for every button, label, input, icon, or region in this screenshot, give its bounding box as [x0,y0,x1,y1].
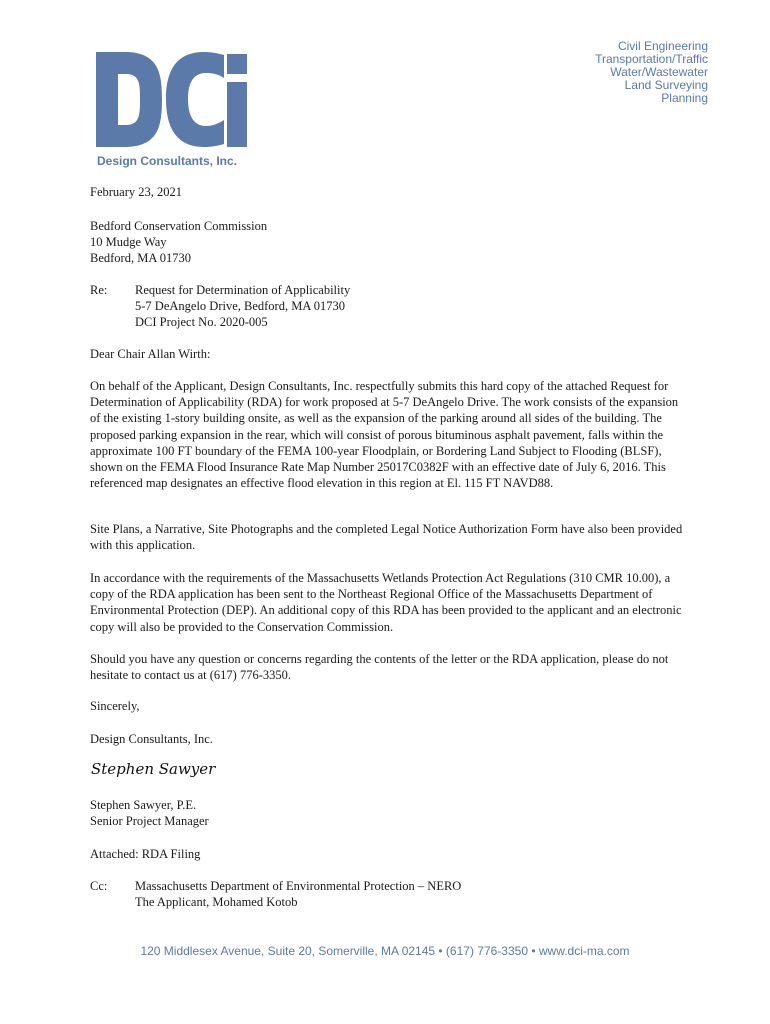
cc-block [90,878,690,912]
dci-logo [96,52,248,147]
closing-company: Design Consultants, Inc. [90,732,213,746]
paragraph: In accordance with the requirements of the Massachusetts Wetlands Protection Act Regulations (310 CMR 10.00), a copy of the RDA application has been sent to the Northeast Regional Office of the Massachusetts Department of Environmental Protection (DEP). An additional copy of this RDA has been provided to the applicant and an electronic copy will also be provided to the Conservation Commission. [90,571,682,634]
signer-name: Stephen Sawyer, P.E. [90,798,197,812]
paragraph: Site Plans, a Narrative, Site Photographs and the completed Legal Notice Authorization Form have also been provided with this application. [90,522,683,553]
recipient-address [90,218,690,267]
service-item: Planning [661,91,708,105]
recipient-line: 10 Mudge Way [90,235,167,250]
signer-title: Senior Project Manager [90,814,209,829]
cc-lines [135,878,461,910]
recipient-line: Bedford Conservation Commission [90,219,268,233]
paragraph: On behalf of the Applicant, Design Consultants, Inc. respectfully submits this hard copy of the attached Request for Determination of Applicability (RDA) for work proposed at 5-7 DeAngelo Drive. The work consists of the expansion of the existing 1-story building onsite, as well as the expansion of the parking around all sides of the building. The proposed parking expansion in the rear, which will consist of porous bituminous asphalt pavement, falls within the approximate 100 FT boundary of the FEMA 100-year Floodplain, or Bordering Land Subject to Flooding (BLSF), shown on the FEMA Flood Insurance Rate Map Number 25017C0382F with an effective date of July 6, 2016. This referenced map designates an effective flood elevation in this region at El. 115 FT NAVD88. [90,379,679,491]
salutation: Dear Chair Allan Wirth: [90,347,211,361]
cc-label: Cc: [90,879,108,893]
cc-line: Massachusetts Department of Environmental Protection – NERO [135,879,462,893]
handwritten-signature: Stephen Sawyer [91,760,216,778]
subject-line: Request for Determination of Applicability [135,283,351,297]
subject-line: 5-7 DeAngelo Drive, Bedford, MA 01730 [135,299,346,314]
subject-block [90,282,690,332]
cc-line: The Applicant, Mohamed Kotob [135,895,298,910]
recipient-line: Bedford, MA 01730 [90,251,192,266]
subject-line: DCI Project No. 2020-005 [135,315,268,330]
company-name: Design Consultants, Inc. [97,154,238,168]
services-list [595,40,708,105]
service-item: Land Surveying [624,78,708,92]
re-label: Re: [90,283,108,297]
attachments-line: Attached: RDA Filing [90,847,201,861]
closing: Sincerely, [90,699,140,713]
service-item: Transportation/Traffic [595,52,708,66]
service-item: Civil Engineering [617,39,708,53]
footer-address: 120 Middlesex Avenue, Suite 20, Somerville, MA 02145 • (617) 776-3350 • www.dci-ma.com [140,944,630,958]
service-item: Water/Wastewater [610,65,708,79]
subject-lines [135,282,350,331]
paragraph: Should you have any question or concerns regarding the contents of the letter or the RDA application, please do not hesitate to contact us at (617) 776-3350. [90,652,669,683]
signer-block [90,797,690,829]
letter-date: February 23, 2021 [90,185,182,199]
